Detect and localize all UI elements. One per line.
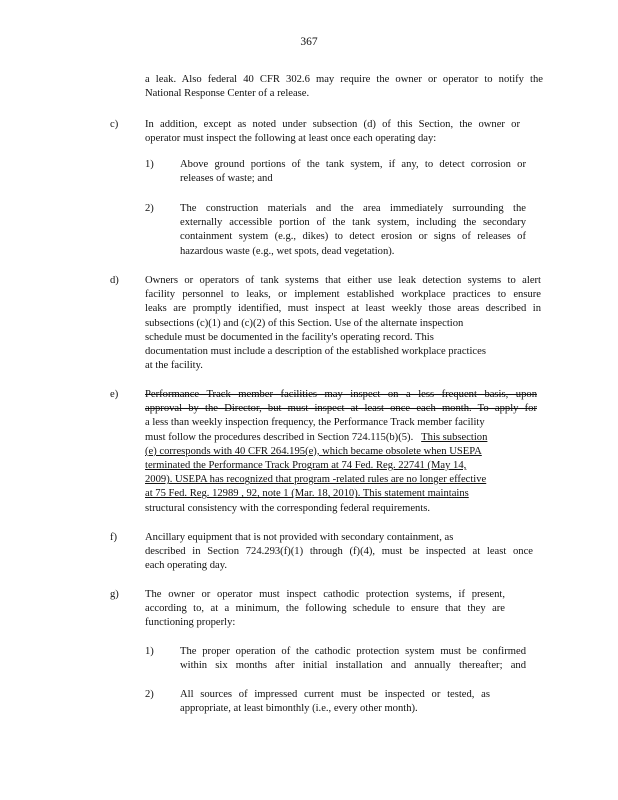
text-line: described in Section 724.293(f)(1) through (f)(4), must be inspected at least once [145, 546, 533, 558]
text-line: Ancillary equipment that is not provided with secondary containment, as [145, 532, 454, 543]
underlined-text-line: 2009). USEPA has recognized that program -related rules are no longer effective [145, 474, 487, 486]
item-label-c1: 1) [145, 159, 154, 170]
intro-paragraph [145, 73, 543, 101]
text-line: according to, at a minimum, the following schedule to ensure that they are [145, 603, 505, 615]
text-line: leaks are promptly identified, must inspect at least weekly those areas described in [145, 303, 541, 315]
text-line: All sources of impressed current must be inspected or tested, as [180, 689, 490, 700]
text-line: a leak. Also federal 40 CFR 302.6 may require the owner or operator to notify the [145, 74, 543, 85]
struck-text-line: approval by the Director, but must inspect at least once each month. To apply for [145, 403, 537, 415]
item-label-c2: 2) [145, 203, 154, 214]
text-line: The construction materials and the area immediately surrounding the [180, 203, 526, 214]
text-line: Above ground portions of the tank system, if any, to detect corrosion or [180, 159, 526, 170]
page-number: 367 [300, 36, 318, 48]
text-line [145, 431, 537, 445]
text-line: documentation must include a description of the established workplace practices [145, 346, 486, 358]
text-line: operator must inspect the following at least once each operating day: [145, 133, 437, 145]
underlined-text-line: (e) corresponds with 40 CFR 264.195(e), which became obsolete when USEPA [145, 445, 482, 457]
underlined-text-line: at 75 Fed. Reg. 12989 , 92, note 1 (Mar. 18, 2010). This statement maintains [145, 488, 469, 500]
text-line: within six months after initial installation and annually thereafter; and [180, 660, 526, 672]
text-segment: must follow the procedures described in Section 724.115(b)(5). [145, 431, 414, 443]
subsection-d-text [145, 274, 541, 373]
subsection-label-c: c) [110, 119, 119, 130]
underlined-text-line: terminated the Performance Track Program at 74 Fed. Reg. 22741 (May 14, [145, 460, 467, 472]
text-line: a less than weekly inspection frequency, the Performance Track member facility [145, 417, 485, 429]
item-g1-text [180, 645, 526, 673]
text-line: The proper operation of the cathodic protection system must be confirmed [180, 646, 526, 657]
text-line: functioning properly: [145, 617, 236, 629]
text-line: In addition, except as noted under subsection (d) of this Section, the owner or [145, 119, 520, 130]
text-line: at the facility. [145, 360, 203, 372]
text-line: subsections (c)(1) and (c)(2) of this Section. Use of the alternate inspection [145, 317, 464, 329]
item-label-g2: 2) [145, 689, 154, 700]
subsection-e-text [145, 388, 537, 516]
text-line: Owners or operators of tank systems that either use leak detection systems to alert [145, 275, 541, 286]
underlined-text-segment: This subsection [421, 431, 488, 443]
subsection-label-e: e) [110, 389, 119, 400]
text-line: externally accessible portion of the tank system, including the secondary [180, 217, 526, 229]
text-line: The owner or operator must inspect cathodic protection systems, if present, [145, 589, 505, 600]
struck-text-line: Performance Track member facilities may inspect on a less frequent basis, upon [145, 389, 537, 400]
subsection-label-d: d) [110, 275, 119, 286]
text-line: National Response Center of a release. [145, 88, 310, 100]
subsection-label-g: g) [110, 589, 119, 600]
text-line: containment system (e.g., dikes) to detect erosion or signs of releases of [180, 231, 526, 243]
subsection-f-text [145, 531, 533, 574]
item-g2-text [180, 688, 490, 716]
item-c1-text [180, 158, 526, 186]
subsection-g-text [145, 588, 505, 631]
text-line: structural consistency with the corresponding federal requirements. [145, 502, 431, 514]
subsection-c-text [145, 118, 520, 146]
item-label-g1: 1) [145, 646, 154, 657]
text-line: releases of waste; and [180, 173, 273, 185]
text-line: appropriate, at least bimonthly (i.e., every other month). [180, 703, 418, 715]
text-line: schedule must be documented in the facility's operating record. This [145, 331, 434, 343]
text-line: hazardous waste (e.g., wet spots, dead vegetation). [180, 245, 395, 257]
text-line: facility personnel to leaks, or implement established workplace practices to ensure [145, 289, 541, 301]
item-c2-text [180, 202, 526, 259]
subsection-label-f: f) [110, 532, 118, 543]
text-line: each operating day. [145, 560, 227, 572]
